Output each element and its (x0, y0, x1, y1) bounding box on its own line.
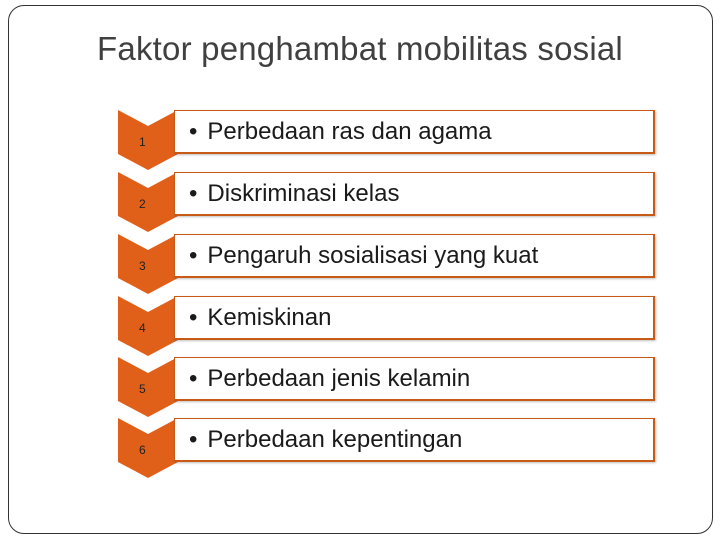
item-number: 2 (139, 197, 146, 211)
item-box (174, 418, 655, 462)
chevron-marker (118, 357, 178, 417)
item-box (174, 234, 655, 278)
list-item (118, 234, 658, 294)
item-text (189, 365, 470, 393)
item-box (174, 357, 655, 401)
list-item (118, 110, 658, 170)
item-box (174, 296, 655, 340)
item-label: Pengaruh sosialisasi yang kuat (207, 242, 539, 269)
item-text (189, 242, 538, 270)
list-item (118, 296, 658, 356)
item-number: 5 (139, 382, 146, 396)
chevron-marker (118, 296, 178, 356)
item-box (174, 110, 655, 154)
bullet-icon: • (189, 242, 198, 269)
item-label: Kemiskinan (207, 304, 332, 331)
item-text (189, 426, 462, 454)
bullet-icon: • (189, 180, 198, 207)
item-label: Diskriminasi kelas (207, 180, 400, 207)
bullet-icon: • (189, 118, 198, 145)
chevron-marker (118, 234, 178, 294)
item-text (189, 180, 399, 208)
chevron-marker (118, 172, 178, 232)
item-box (174, 172, 655, 216)
item-number: 1 (139, 135, 146, 149)
bullet-icon: • (189, 426, 198, 453)
item-number: 6 (139, 443, 146, 457)
slide-title: Faktor penghambat mobilitas sosial (97, 30, 623, 67)
bullet-icon: • (189, 365, 198, 392)
chevron-marker (118, 418, 178, 478)
item-text (189, 118, 492, 146)
list-item (118, 418, 658, 478)
item-number: 4 (139, 321, 146, 335)
item-label: Perbedaan jenis kelamin (207, 365, 471, 392)
item-label: Perbedaan kepentingan (207, 426, 463, 453)
item-number: 3 (139, 259, 146, 273)
chevron-marker (118, 110, 178, 170)
item-label: Perbedaan ras dan agama (207, 118, 492, 145)
item-text (189, 304, 331, 332)
bullet-icon: • (189, 304, 198, 331)
list-item (118, 172, 658, 232)
list-item (118, 357, 658, 417)
